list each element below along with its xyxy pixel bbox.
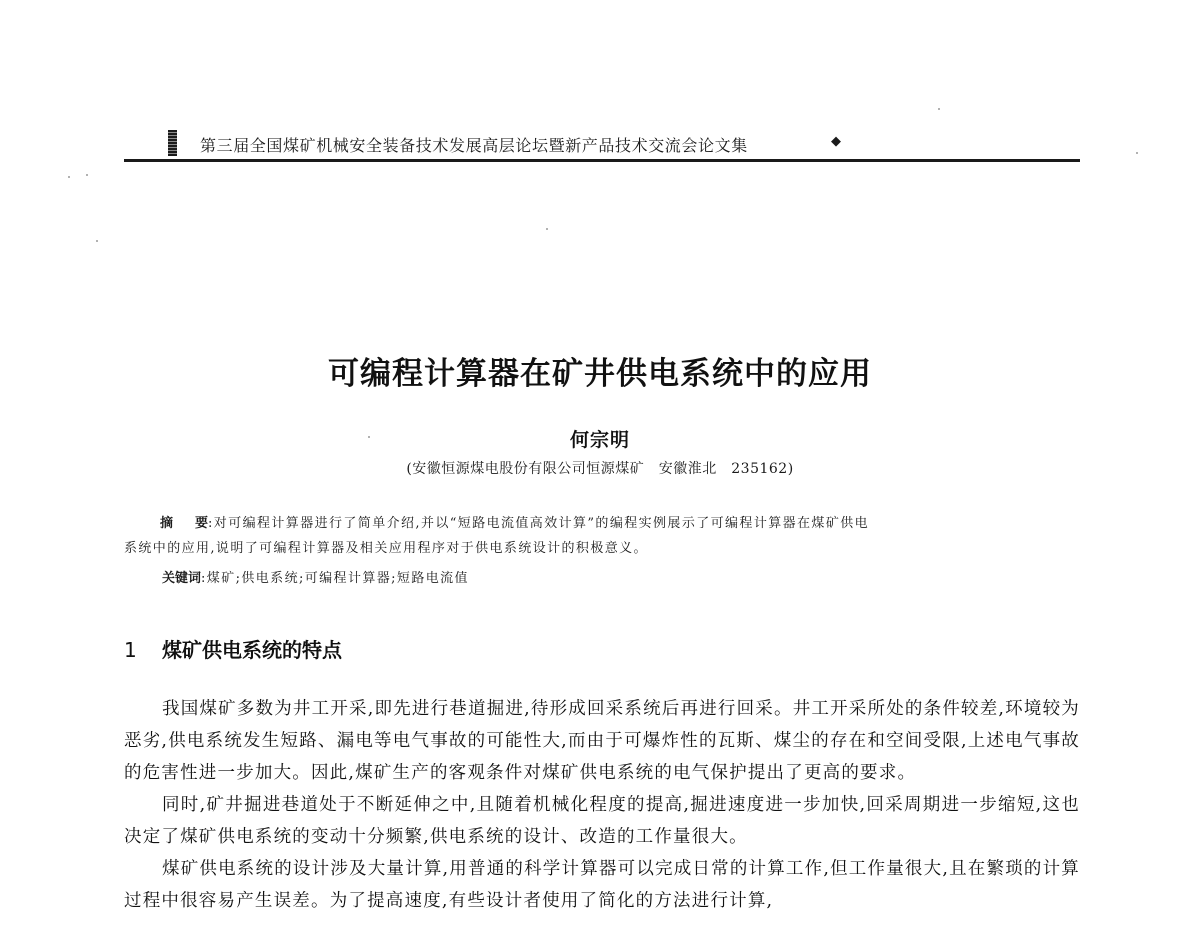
diamond-icon: ◆ — [831, 134, 841, 149]
paper-affiliation: (安徽恒源煤电股份有限公司恒源煤矿 安徽淮北 235162) — [406, 461, 794, 477]
scan-speck — [546, 228, 548, 230]
abstract-line-1 — [124, 511, 1080, 536]
running-header — [124, 126, 1080, 162]
body-paragraph: 煤矿供电系统的设计涉及大量计算,用普通的科学计算器可以完成日常的计算工作,但工作量很大,且在繁琐的计算过程中很容易产生误差。为了提高速度,有些设计者使用了简化的方法进行计算, — [124, 859, 1080, 911]
keywords-text: :煤矿;供电系统;可编程计算器;短路电流值 — [201, 571, 469, 586]
scan-speck — [368, 436, 370, 438]
body-paragraph: 我国煤矿多数为井工开采,即先进行巷道掘进,待形成回采系统后再进行回采。井工开采所处的条件较差,环境较为恶劣,供电系统发生短路、漏电等电气事故的可能性大,而由于可爆炸性的瓦斯、煤尘的存在和空间受限,上述电气事故的危害性进一步加大。因此,煤矿生产的客观条件对煤矿供电系统的电气保护提出了更高的要求。 — [124, 699, 1080, 783]
section-heading — [124, 634, 342, 663]
keywords — [162, 567, 469, 586]
paper-title: 可编程计算器在矿井供电系统中的应用 — [328, 356, 872, 392]
abstract-text-line-2: 系统中的应用,说明了可编程计算器及相关应用程序对于供电系统设计的积极意义。 — [124, 541, 648, 556]
body-paragraph: 同时,矿井掘进巷道处于不断延伸之中,且随着机械化程度的提高,掘进速度进一步加快,回采周期进一步缩短,这也决定了煤矿供电系统的变动十分频繁,供电系统的设计、改造的工作量很大。 — [124, 795, 1080, 847]
abstract — [124, 511, 1080, 561]
abstract-label-part-1: 摘 — [160, 516, 174, 531]
abstract-label — [160, 516, 208, 531]
keywords-label: 关键词 — [162, 571, 202, 586]
body-text — [124, 693, 1080, 917]
abstract-label-part-2: 要 — [195, 516, 209, 531]
scan-speck — [1136, 152, 1138, 154]
running-header-text: 第三届全国煤矿机械安全装备技术发展高层论坛暨新产品技术交流会论文集 — [200, 136, 748, 155]
scan-speck — [96, 240, 98, 242]
header-rule — [124, 159, 1080, 162]
section-number: 1 — [124, 638, 137, 662]
scan-speck — [68, 176, 70, 178]
paper-author: 何宗明 — [569, 429, 630, 451]
section-title: 煤矿供电系统的特点 — [162, 638, 342, 662]
scan-speck — [938, 108, 940, 110]
header-mark-icon — [168, 130, 177, 156]
abstract-text-line-1: :对可编程计算器进行了简单介绍,并以“短路电流值高效计算”的编程实例展示了可编程计算器在煤矿供电 — [208, 516, 870, 531]
scan-speck — [86, 174, 88, 176]
